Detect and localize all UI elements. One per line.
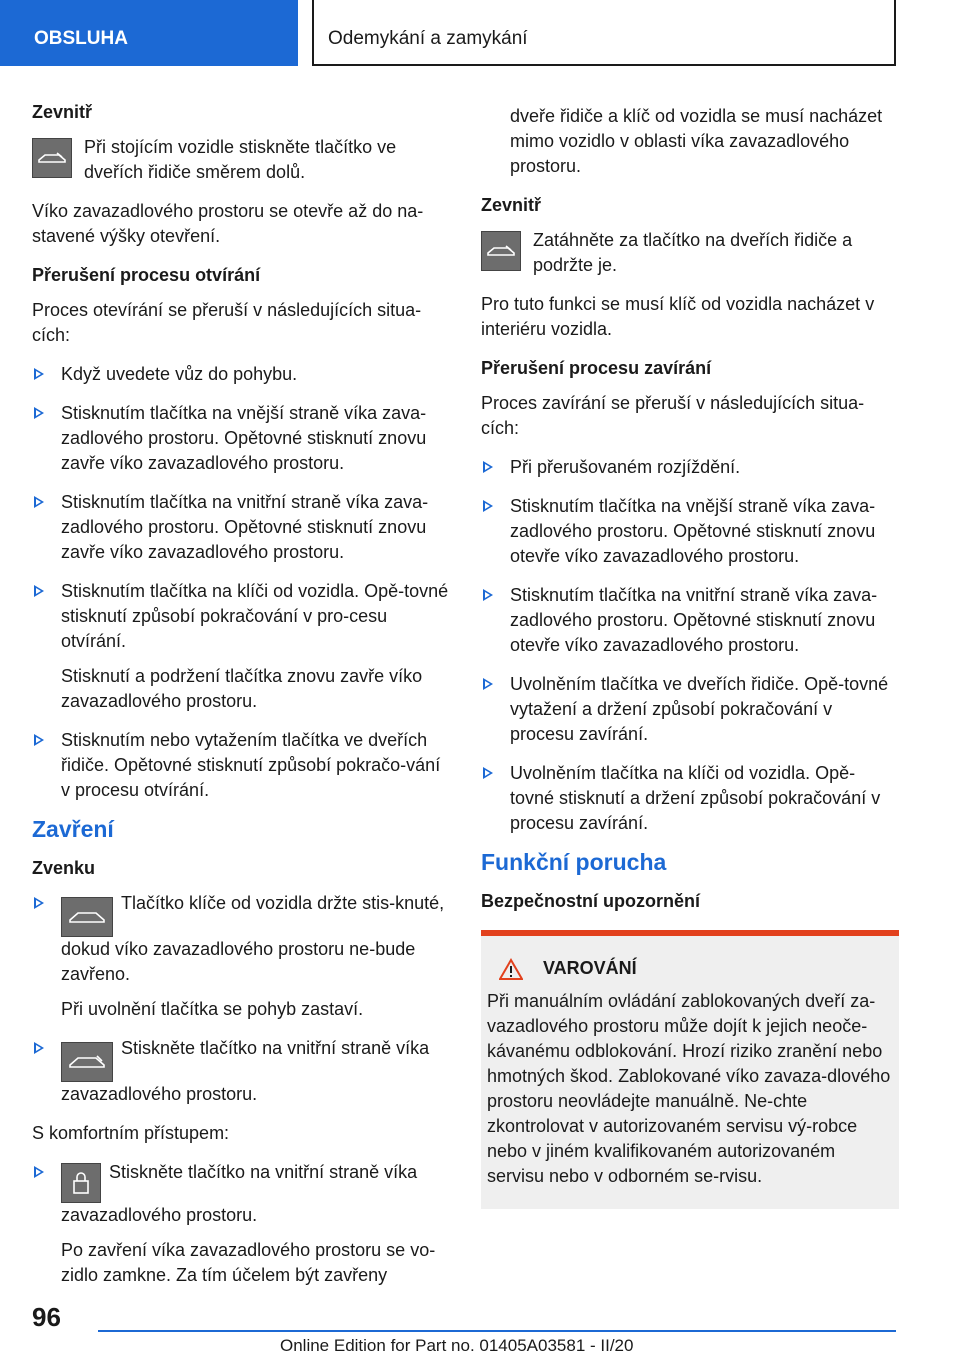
footer-text: Online Edition for Part no. 01405A03581 - II/20 [280,1336,634,1355]
inside-heading: Zevnitř [481,195,542,215]
opens-text: Víko zavazadlového prostoru se otevře až do na-stavené výšky otevření. [32,201,424,246]
trunk-button-icon [481,231,521,271]
list-item: Uvolněním tlačítka ve dveřích řidiče. Opě-tovné vytažení a držení způsobí pokračování v procesu zavírání. [481,672,899,747]
bullet-icon [34,1042,44,1054]
interrupt-heading: Přerušení procesu zavírání [481,358,712,378]
bullet-icon [34,897,44,909]
car-key-button-icon [61,897,113,937]
warning-title: VAROVÁNÍ [543,958,637,978]
fault-heading: Funkční porucha [481,849,667,875]
bullet-icon [34,734,44,746]
left-column [32,100,450,1302]
inside-instruction [481,228,899,278]
interrupt-intro: Proces zavírání se přeruší v následujících situa-cích: [481,393,865,438]
list-item: Stisknutím tlačítka na vnější straně víka zava-zadlového prostoru. Opětovné stisknutí znovu otevře víko zavazadlového prostoru. [481,494,899,569]
comfort-text: S komfortním přístupem: [32,1123,230,1143]
key-text: Pro tuto funkci se musí klíč od vozidla nacházet v interiéru vozidla. [481,294,875,339]
list-item: Když uvedete vůz do pohybu. [32,362,450,387]
warning-box [481,930,899,1209]
list-item: Stisknutím tlačítka na vnitřní straně víka zava-zadlového prostoru. Opětovné stisknutí znovu zavře víko zavazadlového prostoru. [32,490,450,565]
bullet-icon [34,407,44,419]
inside-text: Při stojícím vozidle stiskněte tlačítko ve dveřích řidiče směrem dolů. [84,137,397,182]
list-item: Stisknutím tlačítka na klíči od vozidla. Opě-tovné stisknutí způsobí pokračování v pro-cesu otvírání. Stisknutí a podržení tlačítka znovu zavře víko zavazadlového prostoru. [32,579,450,714]
interrupt-intro: Proces otevírání se přeruší v následujících situa-cích: [32,300,422,345]
bullet-icon [483,500,493,512]
page-number: 96 [32,1302,61,1332]
list-item: Tlačítko klíče od vozidla držte stis-knuté, dokud víko zavazadlového prostoru ne-bude zavřeno. Při uvolnění tlačítka se pohyb zastaví. [32,891,450,1022]
inside-instruction [32,135,450,185]
list-item: Stisknutím tlačítka na vnitřní straně víka zava-zadlového prostoru. Opětovné stisknutí znovu otevře víko zavazadlového prostoru. [481,583,899,658]
outside-heading: Zvenku [32,858,96,878]
interrupt-heading: Přerušení procesu otvírání [32,265,261,285]
trunk-close-button-icon [61,1042,113,1082]
list-item: Stiskněte tlačítko na vnitřní straně víka zavazadlového prostoru. [32,1036,450,1107]
close-heading: Zavření [32,816,114,842]
inside-heading: Zevnitř [32,102,93,122]
chapter-title: Odemykání a zamykání [312,0,896,66]
list-item: Při přerušovaném rozjíždění. [481,455,899,480]
list-item: Stisknutím nebo vytažením tlačítka ve dveřích řidiče. Opětovné stisknutí způsobí pokračo-vání v procesu otvírání. [32,728,450,803]
warning-text: Při manuálním ovládání zablokovaných dveří za-vazadlového prostoru může dojít k jejich neoče-kávanému odblokování. Hrozí riziko zranění nebo hmotných škod. Zablokované víko zavaza-dlového prostoru neovládejte manuálně. Ne-chte zkontrolovat v autorizovaném servisu vý-robce nebo v jiném kvalifikovaném autorizovaném servisu nebo v odborném se-rvisu. [487,991,891,1186]
footer-rule [98,1330,896,1332]
bullet-icon [34,368,44,380]
page-header [0,0,960,66]
bullet-icon [483,589,493,601]
list-item: Stisknutím tlačítka na vnější straně víka zava-zadlového prostoru. Opětovné stisknutí znovu zavře víko zavazadlového prostoru. [32,401,450,476]
list-item-note: Při uvolnění tlačítka se pohyb zastaví. [61,999,364,1019]
bullet-icon [34,1166,44,1178]
bullet-icon [483,461,493,473]
warning-icon [499,958,523,980]
list-item: Stiskněte tlačítko na vnitřní straně víka zavazadlového prostoru. Po zavření víka zavazadlového prostoru se vo-zidlo zamkne. Za tím účelem být zavřeny [32,1160,450,1288]
bullet-icon [34,585,44,597]
continued-text: dveře řidiče a klíč od vozidla se musí nacházet mimo vozidlo v oblasti víka zavazadlového prostoru. [510,106,883,176]
inside-text: Zatáhněte za tlačítko na dveřích řidiče a podržte je. [533,230,853,275]
list-item-note: Stisknutí a podržení tlačítka znovu zavře víko zavazadlového prostoru. [61,666,423,711]
safety-heading: Bezpečnostní upozornění [481,891,701,911]
list-item: Uvolněním tlačítka na klíči od vozidla. Opě-tovné stisknutí a držení způsobí pokračování v procesu zavírání. [481,761,899,836]
lock-button-icon [61,1163,101,1203]
bullet-icon [483,767,493,779]
bullet-icon [483,678,493,690]
trunk-button-icon [32,138,72,178]
bullet-icon [34,496,44,508]
right-column [481,104,899,1209]
section-label: OBSLUHA [0,0,298,66]
list-item-note: Po zavření víka zavazadlového prostoru se vo-zidlo zamkne. Za tím účelem být zavřeny [61,1240,436,1285]
